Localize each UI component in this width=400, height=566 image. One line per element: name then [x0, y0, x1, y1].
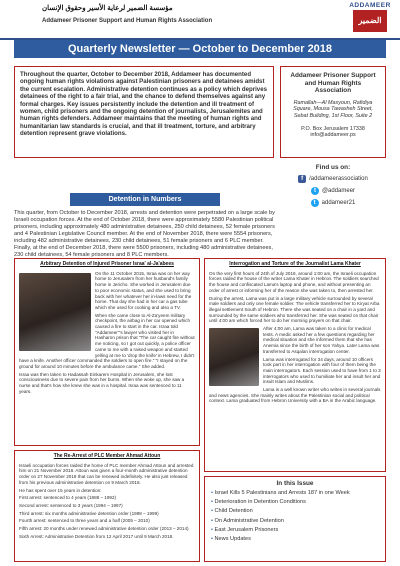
detention-numbers [14, 210, 276, 262]
issue-item[interactable]: • On Administrative Detention [211, 518, 379, 524]
org-address: Ramallah—Al Masyoun, Rafidiya Square, Mousa Tawasheh Street, Sebat Building, 1st Floor, Suite 2 [293, 99, 373, 119]
org-contact-box [280, 66, 386, 158]
facebook-icon: f [298, 175, 306, 183]
israa-photo [19, 273, 91, 351]
article-title: Interrogation and Torture of the Journalist Lama Khater [229, 261, 361, 267]
arrest-item: Sixth Arrest: Administrative Detention from 12 April 2017 until 9 March 2018. [19, 533, 174, 539]
article-lama-khater [204, 258, 386, 472]
twitter-handle: @addameer [321, 188, 356, 194]
newsletter-banner: Quarterly Newsletter — October to December 2018 [14, 40, 386, 58]
org-name-arabic: مؤسسة الضمير لرعاية الأسير وحقوق الإنسان [42, 5, 173, 12]
issue-item[interactable]: • Israel Kills 5 Palestinians and Arrests 187 in one Week [211, 490, 379, 496]
article-paragraph: On the very first hours of 24th of July 2018, around 1:00 am, the Israeli occupation forces raided the house of the writer Lama Khater in Hebron. The soldiers searched the house and confiscated Lama's laptop and phone, and without presenting an order of arrest or informing her of the reason she was taken to, then arrested her. [209, 270, 379, 293]
arrest-item: Fifth arrest: 20 months under renewed administrative detention order (2013 – 2014) [19, 526, 189, 532]
org-po-box: P.O. Box Jerusalem 17338 [301, 125, 365, 132]
facebook-handle: /addameerassociation [309, 176, 368, 182]
arrest-item: Second arrest: sentenced to 3 years (1994 – 1997) [19, 502, 123, 508]
detention-paragraph: This quarter, from October to December 2018, arrests and detention were perpetrated on a large scale by Israeli occupation forces. At the end of October 2018, there were approximately 5580 Palestinian political prisoners, including approximately 480 administrative detainees, 250 child detainees, 52 female prisoners and 4 Palestinian Legislative Council member. At the end of November 2018, there were 5554 prisoners, including 482 administrative detainees, 230 child detainees, 51 female prisoners and 6 PLC member. Finally, at the end of December 2018, there were 5500 prisoners, including 480 administrative detainees, 230 child detainees, 54 female prisoners and 8 PLC members. [14, 210, 275, 258]
detention-title: Detention in Numbers [70, 193, 220, 206]
article-title: The Re-Arrest of PLC Member Ahmad Attoun [53, 453, 161, 459]
page-header [0, 0, 400, 40]
article-paragraph: Lama is a well known writer who writes in several journals and news agencies. She mainly writes about the Palestinian social and political context. Lama graduated from Hebron University with a BA in the Arabic language. [209, 387, 381, 404]
issue-list [211, 490, 379, 542]
twitter-icon: t [311, 187, 319, 195]
arrest-item: First arrest: sentenced to 4 years (1988 – 1992) [19, 495, 117, 501]
article-paragraph: Israa was then taken to Hadassah Einkarem Hospital in Jerusalem, she lost consciousness due to severe pain from her burns. When she woke up, she saw a nurse and that's how she knew she was in a hospital. Israa was sentenced to 11 years. [19, 371, 185, 394]
arrest-item: Third arrest: six months administrative detention order (1998 – 1999) [19, 510, 159, 516]
issue-item[interactable]: • Deterioration in Detention Conditions [211, 499, 379, 505]
logo-mark: الضمير [353, 10, 387, 32]
article-paragraph: He has spent over 15 years in detention: [19, 487, 102, 493]
twitter-icon: t [311, 199, 319, 207]
in-this-issue [204, 476, 386, 562]
issue-title: In this Issue [276, 480, 314, 487]
article-paragraph: During the arrest, Lama was put in a large military vehicle surrounded by several male soldiers and only one female soldier. The vehicle transferred her to Kiryat Arba illegal settlement South of Hebron. There she was seated on a chair in a yard and surrounded by the same soldiers who transferred her. She was seated on that chair until 4:00 am which forced her to do her morning prayers on that chair. [209, 295, 380, 324]
article-israa [14, 258, 200, 446]
arrest-item: Fourth arrest: sentenced to three years and a half (2005 – 2010) [19, 518, 150, 524]
article-paragraph: On the 11 October 2015, Israa was on her way home to Jerusalem from her husband's family home in Jericho. She worked in Jerusalem due to poor economic status, and she used to bring back with her whatever her in-laws need for the home. That day she had in her car a gas tube which she used for cooking and also a TV. [95, 270, 192, 310]
facebook-link[interactable] [280, 175, 386, 183]
issue-item[interactable]: • News Updates [211, 536, 379, 542]
social-links [280, 164, 386, 207]
org-name-english: Addameer Prisoner Support and Human Rights Association [42, 18, 213, 24]
org-name: Addameer Prisoner Support and Human Rights Association [290, 72, 376, 95]
quarter-summary: Throughout the quarter, October to December 2018, Addameer has documented ongoing human rights violations against Palestinian prisoners and detainees amidst the current escalation. Administrative detention continues as a policy which deprives detainees of the right to a fair trial, and the chance to defend themselves against any formal charges. Key issues persistently include the detention and ill treatment of women, child prisoners and the ongoing detention of journalists, Jerusalemites and human rights defenders. Addameer maintains that the meeting of human rights and humanitarian law standards is crucial, and that ill treatment, torture, and arbitrary detention represent grave violations. [14, 66, 274, 158]
addameer-logo [346, 2, 394, 36]
issue-item[interactable]: • East Jerusalem Prisoners [211, 527, 379, 533]
find-us-label: Find us on: [315, 164, 351, 171]
logo-wordmark: ADDAMEER [349, 2, 391, 9]
twitter-handle-2: addameer21 [321, 200, 356, 206]
article-title: Arbitrary Detention of Injured Prisoner Israa' al-Ja'abees [40, 261, 174, 267]
article-paragraph: Israeli occupation forces raided the home of PLC member Ahmad Attoun and arrested him on 21 November 2018. Attoun was given a four-month administrative detention order on 27 November 2018 that can be renewed indefinitely. He also just released from his previous administrative detention on 9 March 2018. [19, 462, 194, 485]
twitter-link-2[interactable] [280, 199, 386, 207]
article-attoun [14, 450, 200, 562]
org-email[interactable]: info@addameer.ps [310, 132, 356, 139]
article-paragraph: After 4:00 am, Lama was taken to a clinic for medical tests. A medic asked her a few questions regarding her medical situation and she informed them that she has Anemia since the birth of her son Yahya. Later Lama was transferred to Asqalan interrogation center. [263, 326, 380, 354]
article-paragraph: When she came close to Al-Za'yeem military checkpoint, the airbag in her car opened which caused a fire to start in the car. Israa told "Addameer"'s lawyer who visited her in Hasharon prison that "The car caught fire without me noticing, so I got out quickly, a police officer came to me with a raised weapon and started yelling at me to 'drop the knife' in Hebrew, I didn't have a knife. Another officer commanded the soldiers to open fire." "I stayed on the ground for around 10 minutes before the ambulance came." She added. [19, 312, 195, 369]
issue-item[interactable]: • Child Detention [211, 508, 379, 514]
twitter-link[interactable] [280, 187, 386, 195]
lama-photo [209, 328, 259, 386]
article-paragraph: Lama was interrogated for 34 days, around 10 officers took part in her interrogation with four of them being the main interrogators. Each session used to have from 1 to 3 interrogators who used to humiliate her and insult her and insult Islam and Muslims. [263, 356, 381, 385]
